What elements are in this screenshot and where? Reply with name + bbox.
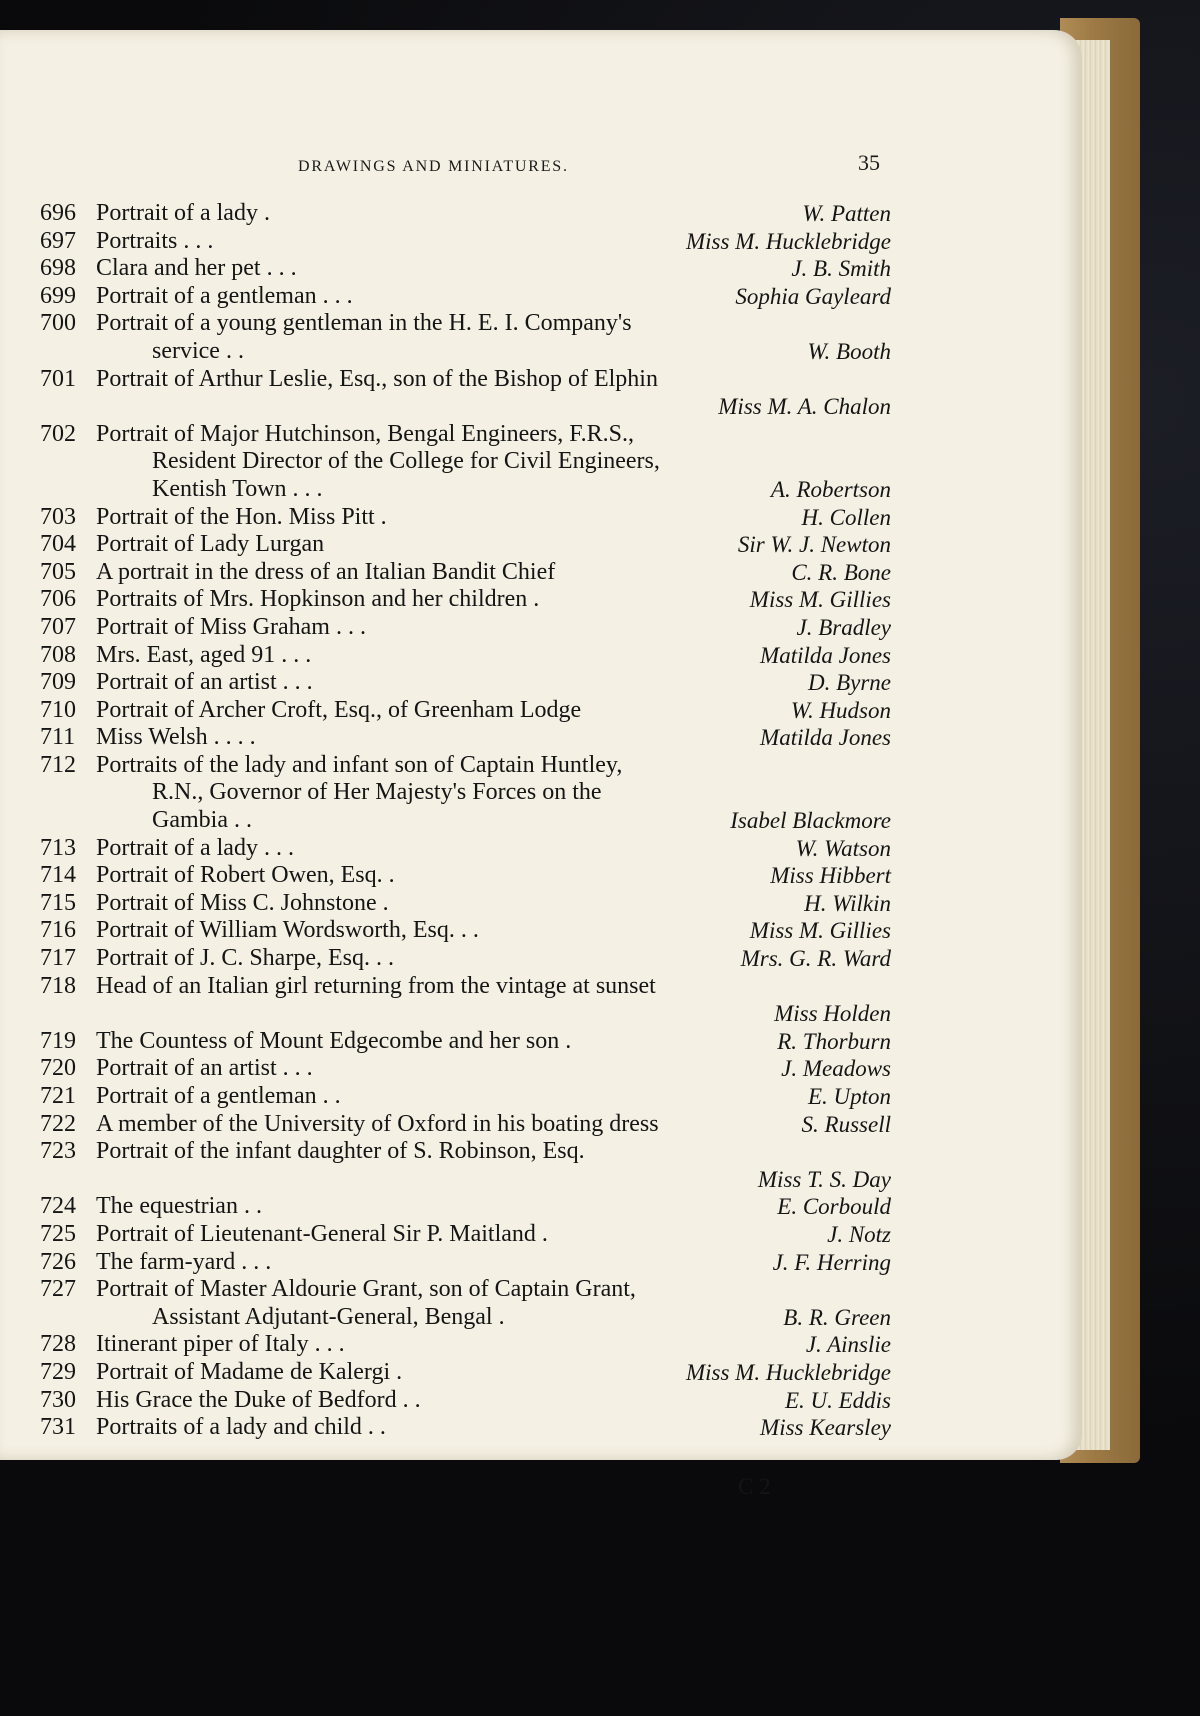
entry-title: Portrait of Major Hutchinson, Bengal Engineers, F.R.S., [96,420,635,447]
entry-number: 727 [40,1276,76,1303]
entry-title: Gambia . . [152,807,252,834]
entry-title: R.N., Governor of Her Majesty's Forces on the [152,779,602,806]
entry-title: Portrait of a lady . [96,200,270,226]
entry-title: The farm-yard . . . [96,1248,272,1275]
entry-number: 728 [40,1331,76,1358]
entry-artist: Isabel Blackmore [730,808,891,834]
entry-number: 731 [40,1414,76,1441]
entry-title: Portrait of Lady Lurgan [96,531,325,558]
entry-artist: D. Byrne [807,670,891,696]
entry-number: 714 [40,862,76,889]
entry-artist: H. Collen [801,504,891,530]
signature-mark: C 2 [738,1474,771,1499]
entry-number: 701 [40,365,76,392]
entry-line [40,531,890,559]
catalogue-entry [40,1028,890,1056]
entry-artist: Miss Kearsley [760,1415,891,1441]
entry-number: 708 [40,641,76,668]
catalogue-entry [40,1387,890,1415]
entry-number: 715 [40,889,76,916]
entry-artist: Miss Hibbert [770,863,891,889]
entry-artist: Sophia Gayleard [735,283,891,309]
entry-title: A portrait in the dress of an Italian Bandit Chief [96,558,556,585]
entry-line [40,973,890,1001]
entry-line [40,559,890,587]
entry-line [40,1111,890,1139]
catalogue-entry [40,917,890,945]
entry-artist: Miss T. S. Day [757,1166,891,1192]
entry-line [40,1221,890,1249]
entry-number: 723 [40,1138,76,1165]
entry-number: 722 [40,1110,76,1137]
entry-number: 704 [40,531,76,558]
entry-line [40,504,890,532]
entry-title: Portraits . . . [96,227,214,254]
entry-line [40,283,890,311]
entry-line [40,255,890,283]
catalogue-entry [40,724,890,752]
catalogue-entry [40,1331,890,1359]
catalogue-entry [40,283,890,311]
entry-artist: W. Watson [795,835,891,861]
entry-artist: W. Hudson [790,697,891,723]
entry-title: Mrs. East, aged 91 . . . [96,641,312,668]
entry-title: Portrait of a lady . . . [96,834,294,861]
entry-number: 721 [40,1083,76,1109]
catalogue-entry [40,531,890,559]
entry-title: Head of an Italian girl returning from the vintage at sunset [96,972,656,999]
entry-artist: W. Patten [802,201,891,226]
entry-number: 717 [40,945,76,972]
entry-title: Portrait of Miss C. Johnstone . [96,889,389,916]
entry-line [40,1138,890,1166]
entry-line [40,614,890,642]
entry-artist: B. R. Green [783,1304,891,1330]
entry-number: 724 [40,1193,76,1220]
entry-title: The equestrian . . [96,1193,262,1220]
entry-number: 709 [40,669,76,696]
catalogue-entry [40,1083,890,1111]
entry-artist: E. U. Eddis [784,1387,891,1413]
entry-number: 718 [40,972,76,999]
catalogue-entry [40,697,890,725]
catalogue-entry [40,310,890,365]
catalogue-entry [40,973,890,1028]
entry-number: 707 [40,613,76,640]
entry-artist: J. Ainslie [805,1332,891,1358]
entry-line [40,228,890,256]
entry-line [40,1028,890,1056]
entry-artist: Miss M. Gillies [749,918,891,944]
entry-number: 698 [40,255,76,282]
entry-line [40,724,890,752]
entry-continuation-line [40,476,890,504]
entry-number: 716 [40,917,76,944]
entry-title: Itinerant piper of Italy . . . [96,1331,345,1358]
entry-title: Portrait of a gentleman . . [96,1083,341,1109]
entry-line [40,1359,890,1387]
entry-number: 719 [40,1027,76,1054]
entry-number: 726 [40,1248,76,1275]
entry-line [40,890,890,918]
catalogue-entry [40,862,890,890]
catalogue-entry [40,1221,890,1249]
entry-line [40,697,890,725]
entry-title: His Grace the Duke of Bedford . . [96,1386,421,1413]
entry-number: 720 [40,1055,76,1082]
entry-line [40,421,890,449]
catalogue-entry [40,642,890,670]
entry-artist: J. F. Herring [772,1249,891,1275]
catalogue-entry [40,614,890,642]
entry-number: 711 [40,724,76,751]
catalogue-entry [40,421,890,504]
entry-line [40,310,890,338]
entry-title: Portrait of an artist . . . [96,1055,313,1082]
entry-artist: S. Russell [801,1111,891,1137]
entry-artist: Sir W. J. Newton [737,532,891,558]
entry-artist: W. Booth [807,338,891,364]
entry-number: 705 [40,558,76,585]
entry-title: A member of the University of Oxford in his boating dress [96,1110,659,1137]
entry-line [40,1276,890,1304]
entry-number: 706 [40,586,76,613]
entry-line [40,945,890,973]
entry-line [40,366,890,394]
entry-line [40,1055,890,1083]
page-number: 35 [858,150,880,175]
catalogue-entry [40,890,890,918]
entry-title: Resident Director of the College for Civil Engineers, [152,448,660,475]
entry-line [40,200,890,228]
entry-number: 702 [40,420,76,447]
catalogue-entry [40,669,890,697]
entry-line [40,1414,890,1442]
entry-title: The Countess of Mount Edgecombe and her son . [96,1027,572,1054]
entry-title: Portrait of Master Aldourie Grant, son of Captain Grant, [96,1276,636,1303]
entry-title: Portrait of Madame de Kalergi . [96,1358,403,1385]
entry-artist: Miss M. Hucklebridge [685,1359,891,1385]
catalogue-entry [40,1055,890,1083]
entry-title: Portrait of a young gentleman in the H. E. I. Company's [96,310,632,337]
catalogue-entry [40,200,890,228]
entry-title: Portrait of Robert Owen, Esq. . [96,862,395,889]
entry-number: 713 [40,834,76,861]
entry-title: Portrait of the infant daughter of S. Robinson, Esq. [96,1138,585,1165]
catalogue-entry [40,1249,890,1277]
entry-line [40,1387,890,1415]
entry-artist: Miss Holden [774,1001,891,1027]
catalogue-entry [40,228,890,256]
catalogue-entry [40,1414,890,1442]
entry-title: Portrait of the Hon. Miss Pitt . [96,503,387,530]
entry-artist: J. Notz [827,1221,891,1247]
entry-artist: A. Robertson [770,476,891,502]
entry-number: 710 [40,696,76,723]
entry-line [40,586,890,614]
entry-continuation-line [40,807,890,835]
entry-title: Portraits of a lady and child . . [96,1414,386,1441]
entry-number: 729 [40,1358,76,1385]
entry-title: service . . [152,337,244,364]
catalogue-entry [40,835,890,863]
entry-continuation-line [40,448,890,476]
entry-artist: J. Bradley [796,614,891,640]
catalogue-entry [40,1193,890,1221]
catalogue-entry [40,1111,890,1139]
entry-line [40,835,890,863]
entry-artist: J. Meadows [781,1056,891,1082]
entry-number: 725 [40,1220,76,1247]
catalogue-entry [40,504,890,532]
entry-line [40,917,890,945]
entry-number: 703 [40,503,76,530]
entry-title: Portrait of Miss Graham . . . [96,613,366,640]
entry-title: Portrait of J. C. Sharpe, Esq. . . [96,945,394,972]
entry-artist: J. B. Smith [791,256,891,282]
entry-artist-line [40,393,890,421]
catalogue-entry [40,1359,890,1387]
entry-number: 697 [40,227,76,254]
entry-artist-line [40,1000,890,1028]
entry-line [40,669,890,697]
entry-title: Clara and her pet . . . [96,255,297,282]
entry-line [40,642,890,670]
entry-number: 730 [40,1386,76,1413]
entry-artist: Miss M. A. Chalon [718,394,891,420]
entry-number: 712 [40,751,76,778]
entry-artist: Miss M. Hucklebridge [685,228,891,254]
entry-number: 696 [40,200,76,226]
catalogue-entry [40,586,890,614]
entry-title: Portrait of Lieutenant-General Sir P. Maitland . [96,1220,548,1247]
entry-artist: Matilda Jones [760,642,891,668]
entry-title: Portrait of Arthur Leslie, Esq., son of the Bishop of Elphin [96,365,658,392]
catalogue-entry [40,1276,890,1331]
entry-continuation-line [40,338,890,366]
entry-artist: Mrs. G. R. Ward [740,946,891,972]
entry-title: Portraits of the lady and infant son of Captain Huntley, [96,751,623,778]
entry-line [40,862,890,890]
entry-title: Kentish Town . . . [152,475,323,502]
entry-artist: E. Upton [807,1084,891,1109]
entry-line [40,1083,890,1111]
entry-title: Portrait of an artist . . . [96,669,313,696]
entry-title: Portraits of Mrs. Hopkinson and her children . [96,586,540,613]
entry-artist: H. Wilkin [804,890,891,916]
catalogue-entry [40,945,890,973]
entry-artist: R. Thorburn [777,1028,891,1054]
entry-artist-line [40,1166,890,1194]
entry-artist: Matilda Jones [760,725,891,751]
catalogue-entry [40,366,890,421]
entry-title: Miss Welsh . . . . [96,724,256,751]
entry-artist: C. R. Bone [791,559,891,585]
entry-line [40,1249,890,1277]
running-head: DRAWINGS AND MINIATURES. [298,158,569,175]
entry-artist: Miss M. Gillies [749,587,891,613]
entry-artist: E. Corbould [777,1194,891,1220]
catalogue-entries [40,200,890,1442]
entry-line [40,1331,890,1359]
entry-number: 699 [40,282,76,309]
catalogue-entry [40,255,890,283]
entry-title: Assistant Adjutant-General, Bengal . [152,1303,505,1330]
catalogue-entry [40,752,890,835]
catalogue-entry [40,1138,890,1193]
entry-title: Portrait of Archer Croft, Esq., of Greenham Lodge [96,696,582,723]
entry-continuation-line [40,1304,890,1332]
entry-title: Portrait of a gentleman . . . [96,282,353,309]
entry-number: 700 [40,310,76,337]
entry-line [40,752,890,780]
entry-title: Portrait of William Wordsworth, Esq. . . [96,917,479,944]
catalogue-entry [40,559,890,587]
entry-line [40,1193,890,1221]
entry-continuation-line [40,779,890,807]
